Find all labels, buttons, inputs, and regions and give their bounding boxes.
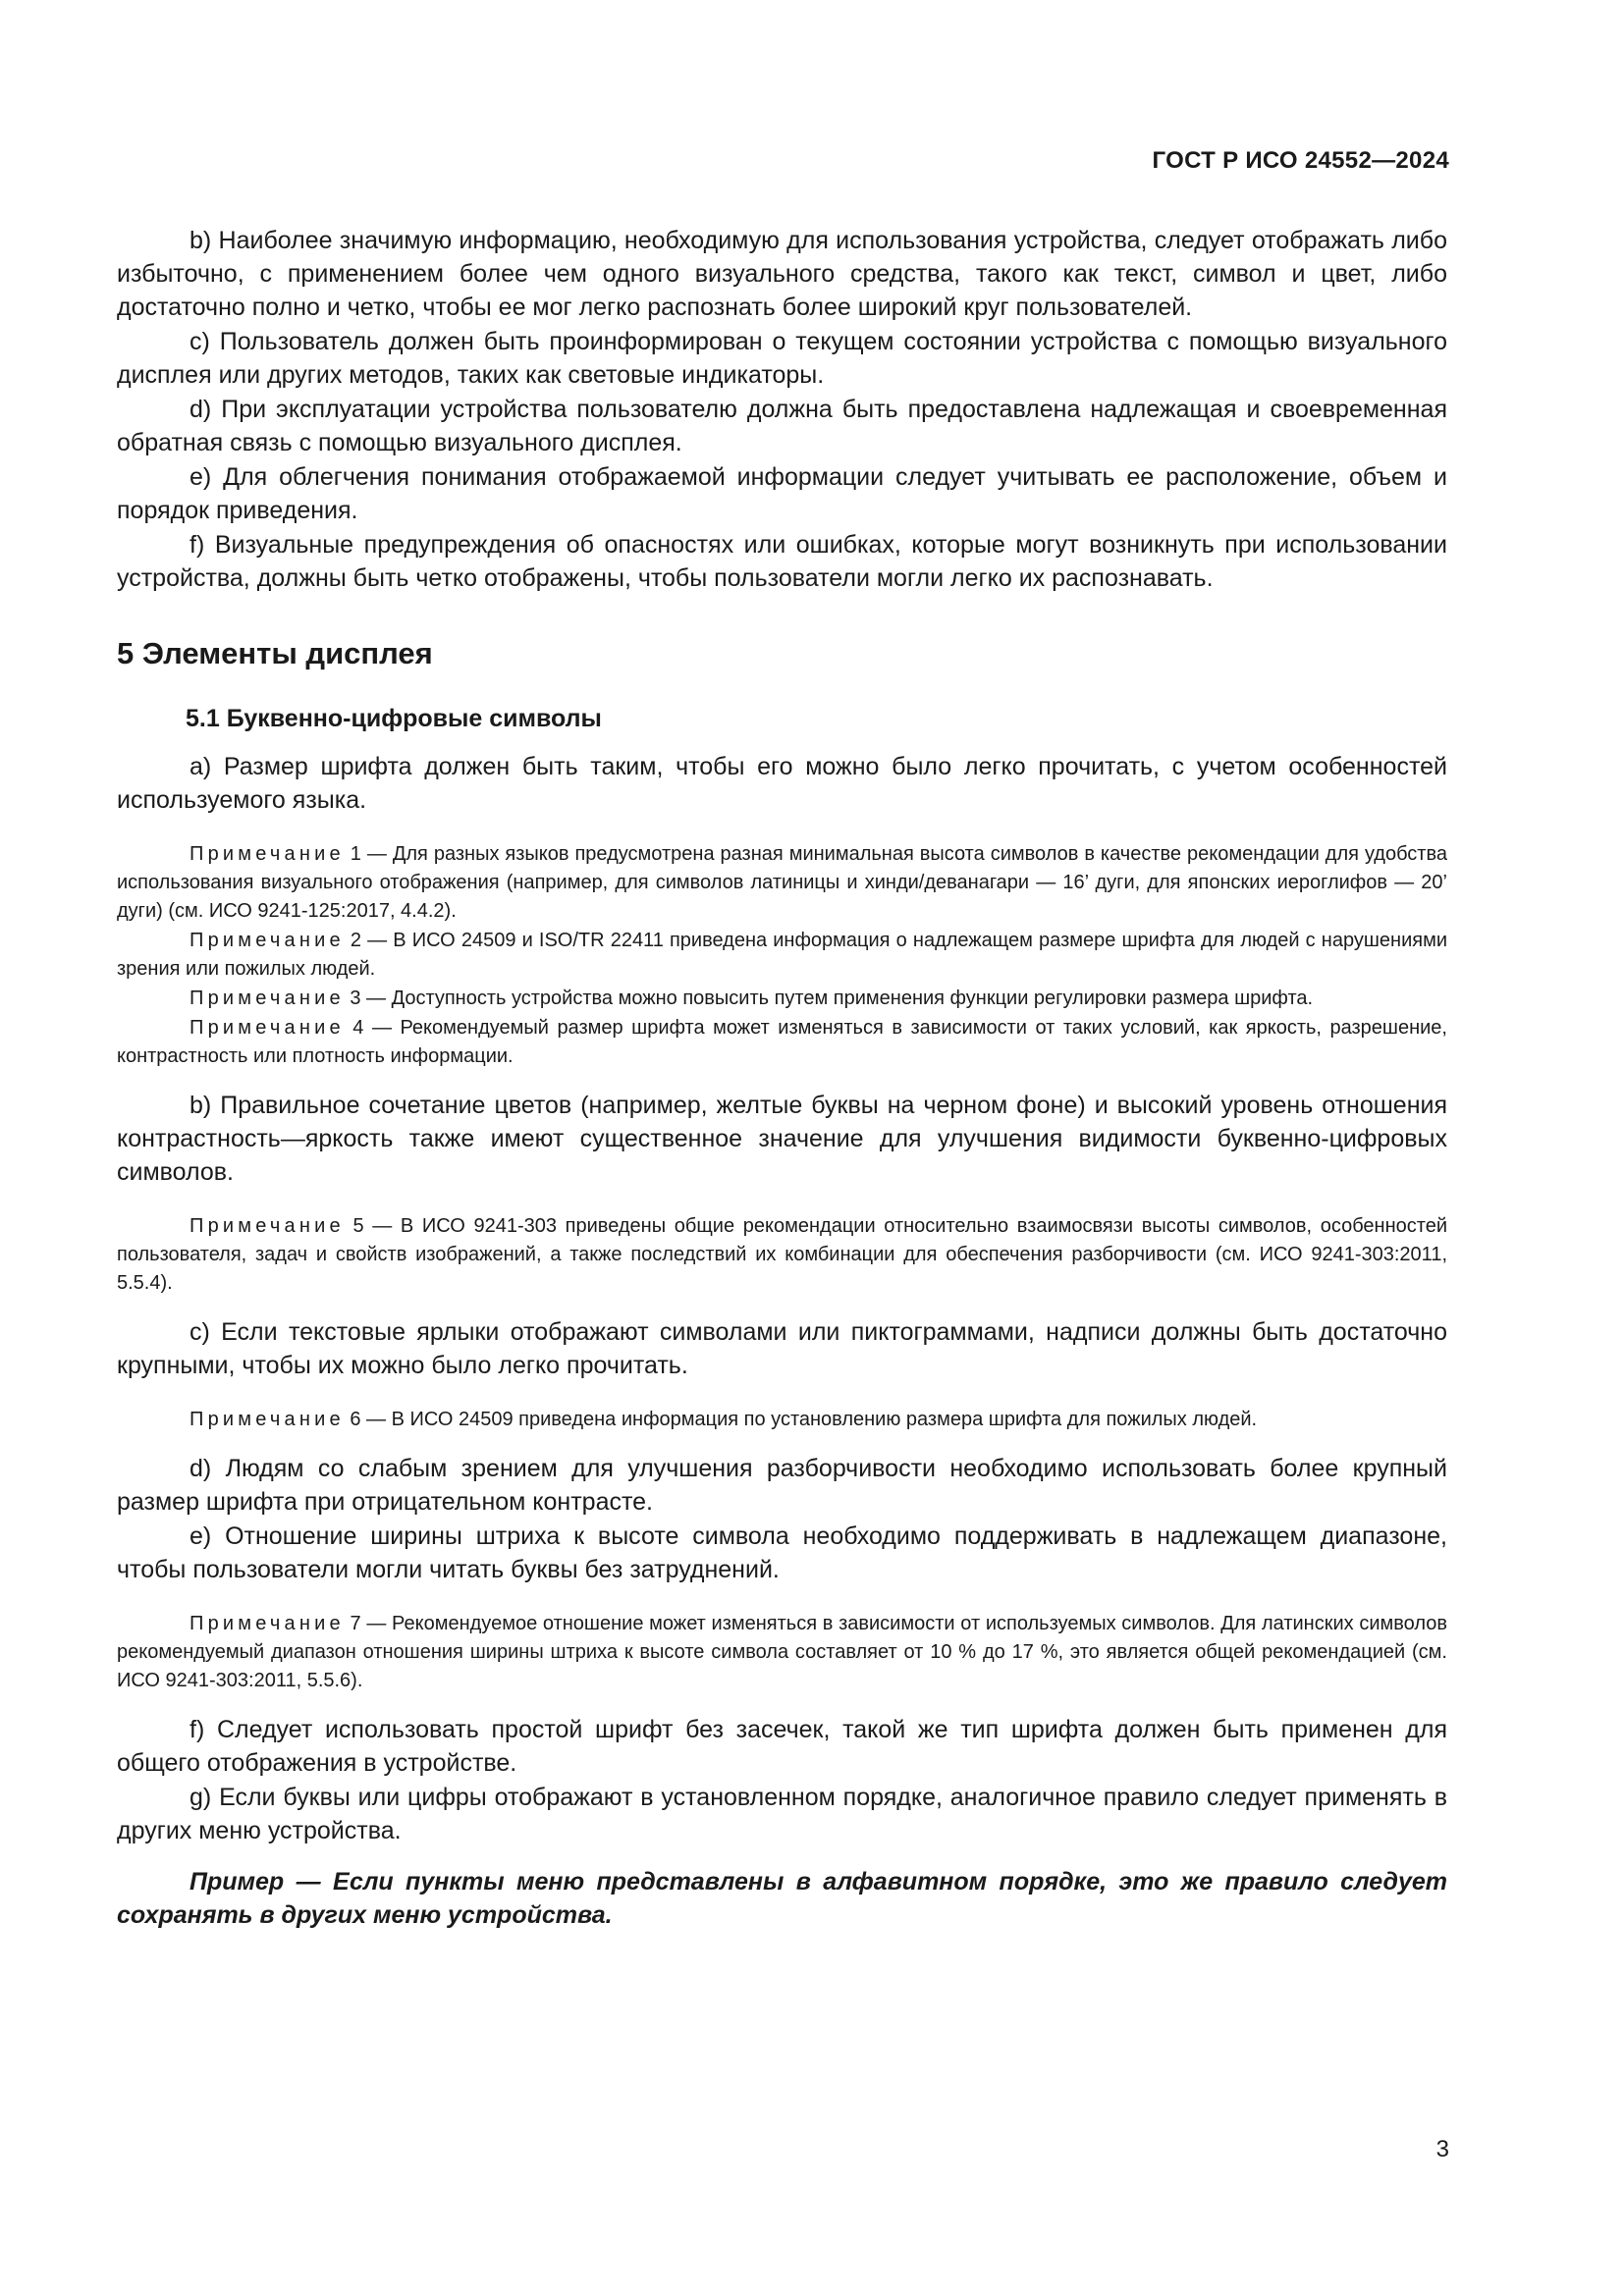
note-7 [117,1610,1447,1695]
note-2 [117,927,1447,984]
list-item-c: c) Пользователь должен быть проинформирован о текущем состоянии устройства с помощью визуального дисплея или других методов, таких как световые индикаторы. [117,328,1447,389]
note-label: Примечание [189,1017,345,1039]
list-item-e: e) Для облегчения понимания отображаемой информации следует учитывать ее расположение, объем и порядок приведения. [117,463,1447,524]
note-group [117,1212,1447,1298]
note-label: Примечание [189,843,345,865]
note-6 [117,1406,1447,1434]
note-5 [117,1212,1447,1298]
note-text: 5 — В ИСО 9241-303 приведены общие рекомендации относительно взаимосвязи высоты символов, особенностей пользователя, задач и свойств изображений, а также последствий их комбинации для обеспечения разборчивости (см. ИСО 9241-303:2011, 5.5.4). [117,1215,1448,1294]
item-c: c) Если текстовые ярлыки отображают символами или пиктограммами, надписи должны быть достаточно крупными, чтобы их можно было легко прочитать. [117,1318,1447,1379]
note-group [117,1610,1447,1695]
item-a: а) Размер шрифта должен быть таким, чтобы его можно было легко прочитать, с учетом особенностей используемого языка. [117,753,1447,814]
note-label: Примечание [189,930,345,951]
note-text: 3 — Доступность устройства можно повысить путем применения функции регулировки размера шрифта. [350,988,1314,1009]
note-text: 2 — В ИСО 24509 и ISO/TR 22411 приведена информация о надлежащем размере шрифта для людей с нарушениями зрения или пожилых людей. [117,930,1447,980]
example-text: Пример — Если пункты меню представлены в алфавитном порядке, это же правило следует сохранять в других меню устройства. [117,1868,1447,1929]
document-standard-header: ГОСТ Р ИСО 24552—2024 [1152,147,1449,174]
note-4 [117,1014,1447,1071]
note-label: Примечание [189,1613,345,1634]
section-title: 5 Элементы дисплея [117,636,433,670]
subsection-title: 5.1 Буквенно-цифровые символы [186,705,602,732]
note-text: 1 — Для разных языков предусмотрена разная минимальная высота символов в качестве рекомендации для удобства использования визуального отображения (например, для символов латиницы и хинди/деванагари — 16’ дуги, для японских иероглифов — 20’ дуги) (см. ИСО 9241-125:2017, 4.4.2). [117,843,1447,922]
list-item-b: b) Наиболее значимую информацию, необходимую для использования устройства, следует отображать либо избыточно, с применением более чем одного визуального средства, такого как текст, символ и цвет, либо достаточно полно и четко, чтобы ее мог легко распознать более широкий круг пользователей. [117,227,1447,321]
note-text: 6 — В ИСО 24509 приведена информация по установлению размера шрифта для пожилых людей. [350,1409,1258,1430]
document-body [117,224,1447,1932]
page-number: 3 [1435,2136,1449,2163]
note-3 [117,985,1447,1013]
list-item-f: f) Визуальные предупреждения об опасностях или ошибках, которые могут возникнуть при использовании устройства, должны быть четко отображены, чтобы пользователи могли легко их распознавать. [117,531,1447,592]
item-e: e) Отношение ширины штриха к высоте символа необходимо поддерживать в надлежащем диапазоне, чтобы пользователи могли читать буквы без затруднений. [117,1522,1447,1583]
list-item-d: d) При эксплуатации устройства пользователю должна быть предоставлена надлежащая и своевременная обратная связь с помощью визуального дисплея. [117,396,1447,456]
item-b: b) Правильное сочетание цветов (например, желтые буквы на черном фоне) и высокий уровень отношения контрастность—яркость также имеют существенное значение для улучшения видимости буквенно-цифровых символов. [117,1092,1447,1186]
item-f: f) Следует использовать простой шрифт без засечек, такой же тип шрифта должен быть применен для общего отображения в устройстве. [117,1716,1447,1777]
item-g: g) Если буквы или цифры отображают в установленном порядке, аналогичное правило следует применять в других меню устройства. [117,1784,1447,1844]
item-d: d) Людям со слабым зрением для улучшения разборчивости необходимо использовать более крупный размер шрифта при отрицательном контрасте. [117,1455,1447,1516]
note-text: 4 — Рекомендуемый размер шрифта может изменяться в зависимости от таких условий, как яркость, разрешение, контрастность или плотность информации. [117,1017,1447,1067]
note-label: Примечание [189,988,345,1009]
note-group [117,1406,1447,1434]
note-label: Примечание [189,1215,345,1237]
note-group [117,840,1447,1071]
note-label: Примечание [189,1409,345,1430]
note-text: 7 — Рекомендуемое отношение может изменяться в зависимости от используемых символов. Для латинских символов рекомендуемый диапазон отношения ширины штриха к высоте символа составляет от 10 % до 17 %, это является общей рекомендацией (см. ИСО 9241-303:2011, 5.5.6). [117,1613,1447,1691]
note-1 [117,840,1447,926]
